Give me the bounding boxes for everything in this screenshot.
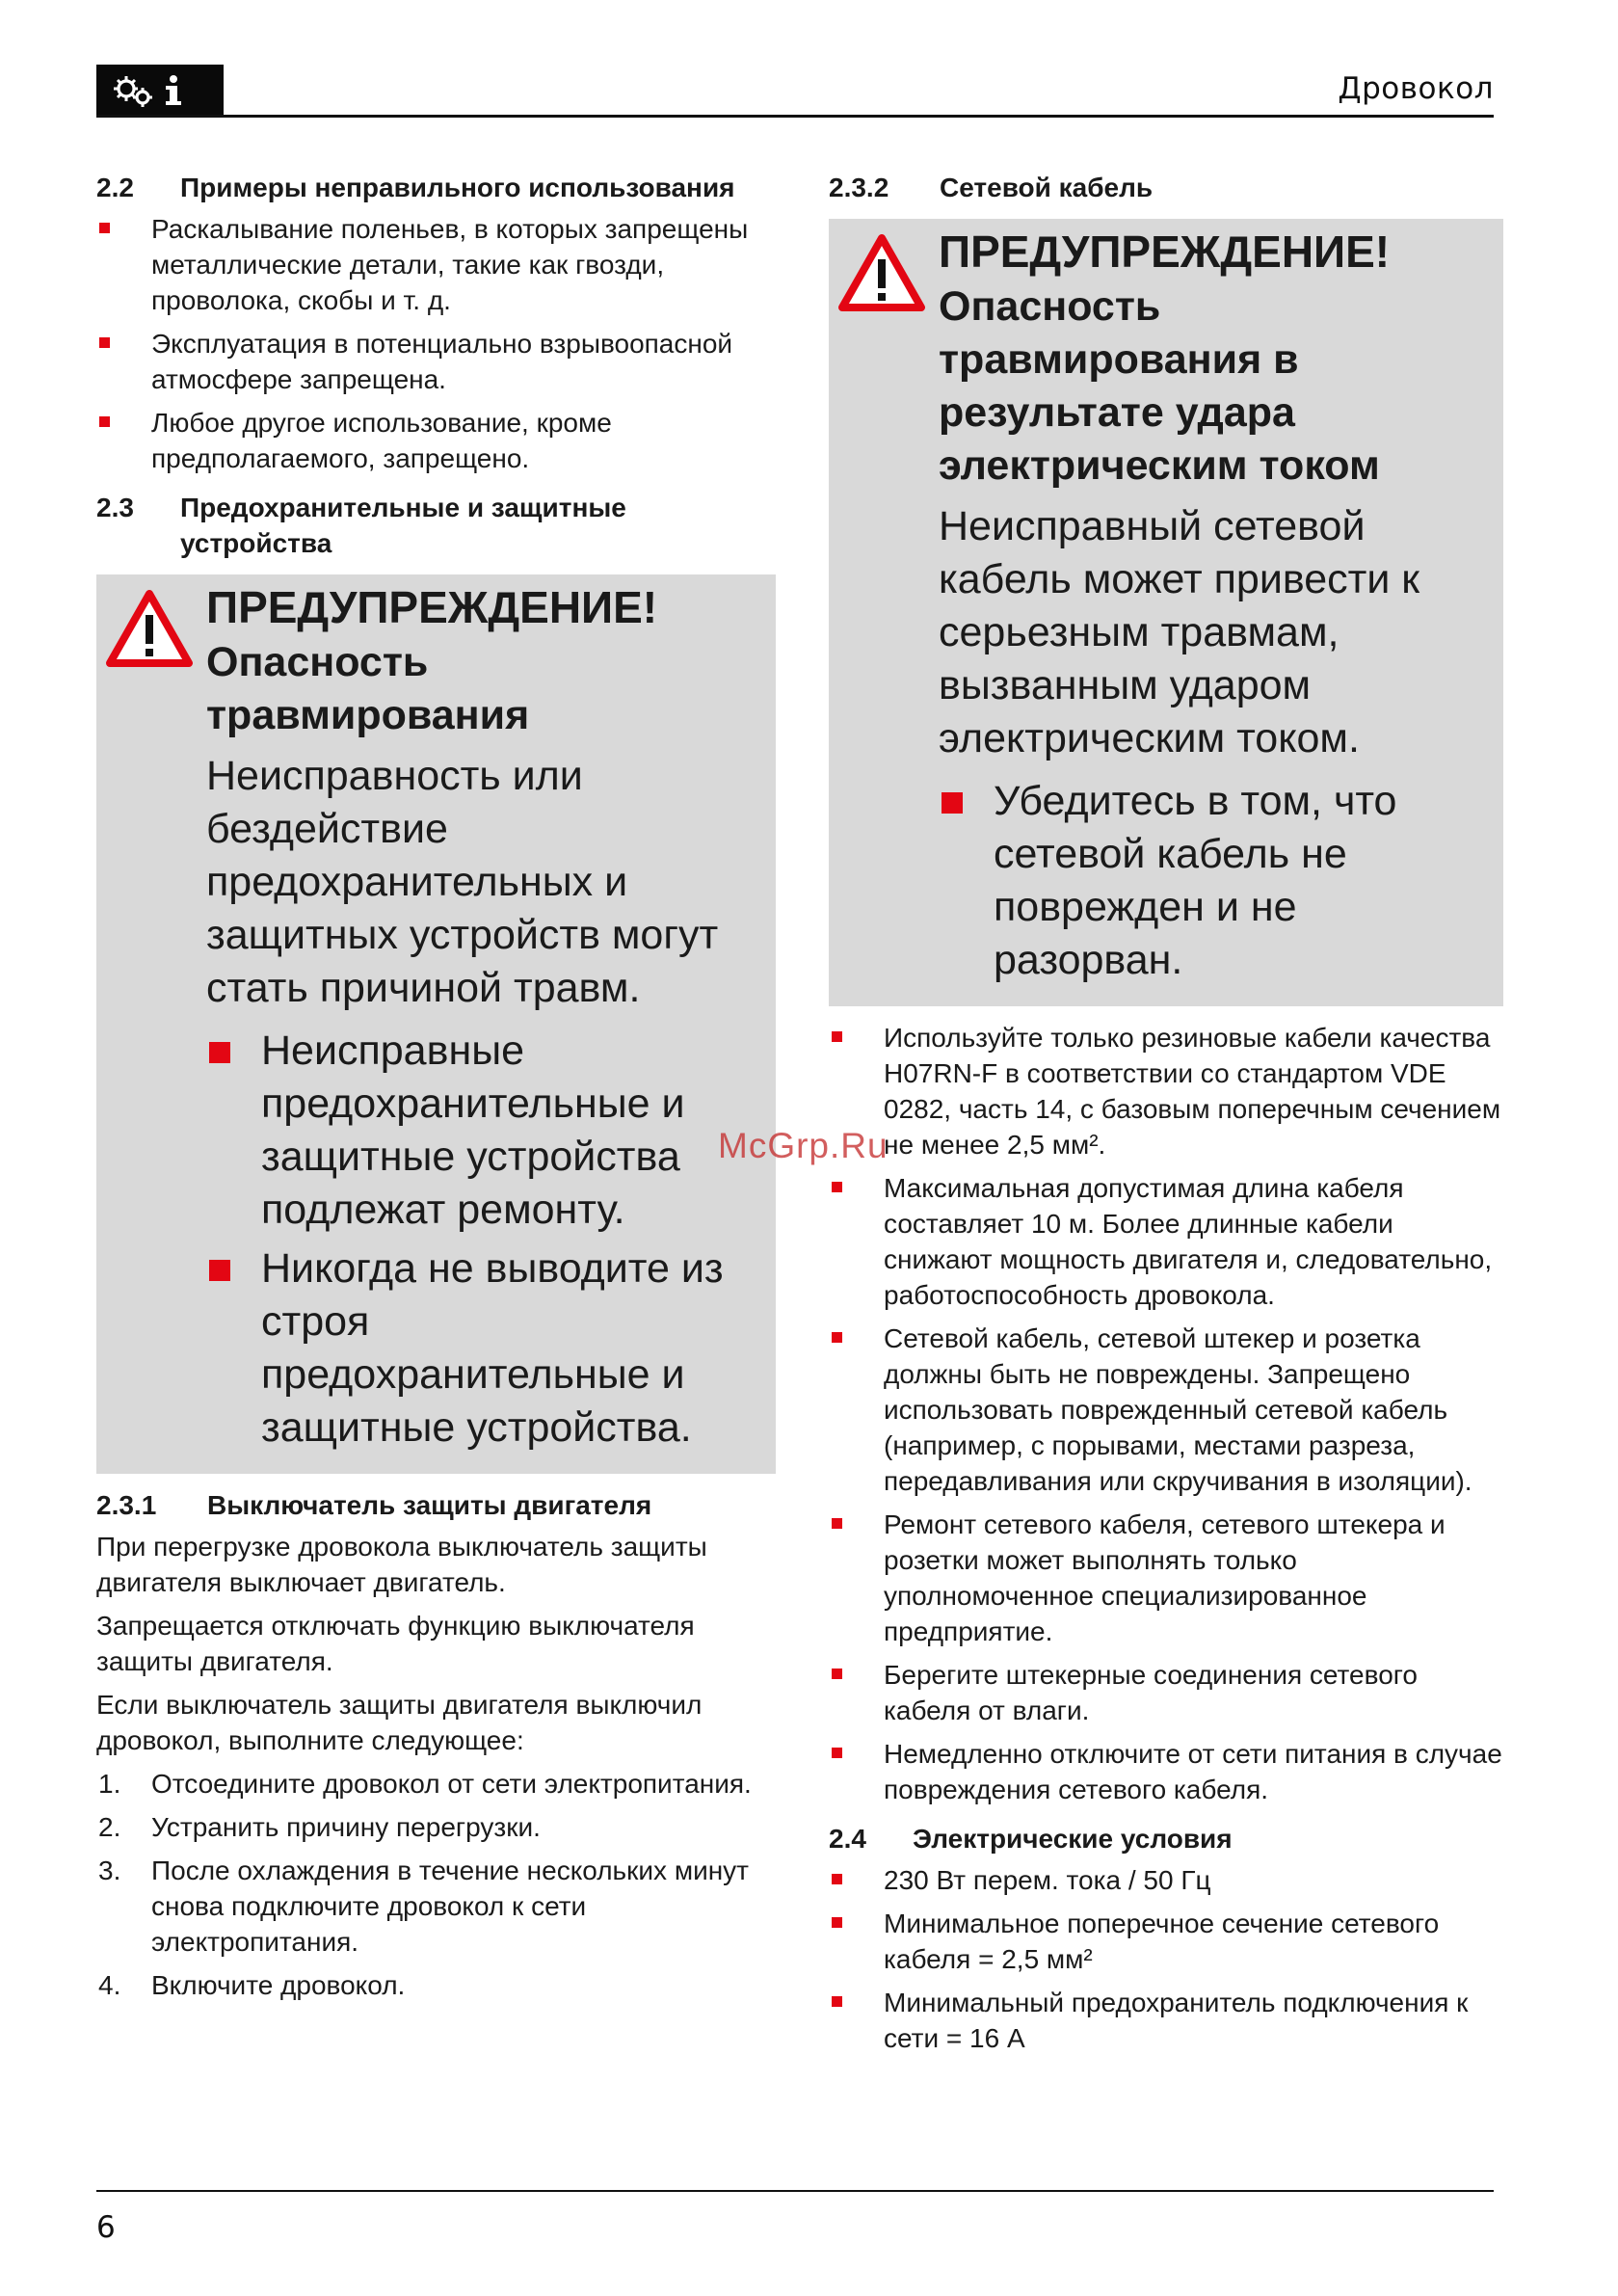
step-item (96, 1853, 776, 1960)
list-item (829, 1736, 1503, 1807)
list-item (829, 1020, 1503, 1162)
bullet-square-icon (99, 223, 110, 233)
warning-text: Неисправный сетевой кабель может привести к серьезным травмам, вызванным ударом электрическим током. (939, 503, 1420, 761)
list-item-text: Любое другое использование, кроме предполагаемого, запрещено. (151, 408, 612, 473)
list-item-text: Ремонт сетевого кабеля, сетевого штекера и розетки может выполнять только уполномоченное специализированное предприятие. (884, 1509, 1446, 1646)
bullet-square-icon (209, 1260, 230, 1281)
paragraph: Запрещается отключать функцию выключателя защиты двигателя. (96, 1611, 695, 1676)
bullet-square-icon (832, 1031, 842, 1042)
list-item (829, 1906, 1503, 1977)
page-number: 6 (96, 2210, 116, 2245)
section-heading-2-3-1 (96, 1487, 776, 1523)
step-text: Включите дровокол. (151, 1970, 406, 2000)
bullet-square-icon (942, 792, 963, 814)
right-column (829, 170, 1503, 2069)
step-item (96, 1766, 776, 1802)
step-number: 2. (98, 1812, 121, 1842)
warning-list-item-text: Неисправные предохранительные и защитные устройства подлежат ремонту. (261, 1028, 685, 1233)
list-item (829, 1321, 1503, 1499)
list-item (96, 326, 776, 397)
warning-list-item (939, 775, 1484, 987)
bullet-square-icon (832, 1996, 842, 2007)
list-item-text: Минимальное поперечное сечение сетевого кабеля = 2,5 мм² (884, 1909, 1440, 1974)
step-item (96, 1809, 776, 1845)
bullet-square-icon (832, 1748, 842, 1758)
section-title: Сетевой кабель (940, 173, 1154, 202)
electrical-conditions-list (829, 1862, 1503, 2056)
bullet-square-icon (99, 416, 110, 427)
section-number: 2.3 (96, 493, 134, 522)
warning-box-power-cable (829, 219, 1503, 1006)
step-number: 3. (98, 1855, 121, 1885)
section-number: 2.4 (829, 1824, 866, 1854)
section-heading-2-4 (829, 1821, 1503, 1856)
bullet-square-icon (832, 1332, 842, 1343)
list-item (829, 1507, 1503, 1649)
list-item (829, 1170, 1503, 1313)
left-column (96, 170, 776, 2011)
step-number: 1. (98, 1769, 121, 1799)
bullet-square-icon (832, 1874, 842, 1884)
step-text: После охлаждения в течение нескольких минут снова подключите дровокол к сети электропитания. (151, 1855, 749, 1957)
warning-list-item (206, 1242, 756, 1455)
bullet-square-icon (832, 1669, 842, 1679)
footer-divider (96, 2190, 1494, 2192)
section-heading-2-2 (96, 170, 776, 205)
warning-triangle-icon (836, 232, 927, 313)
section-title: Примеры неправильного использования (180, 173, 735, 202)
header-title: Дровокол (1338, 71, 1494, 106)
section-heading-2-3 (96, 490, 776, 561)
bullet-square-icon (99, 337, 110, 348)
section-number: 2.2 (96, 173, 134, 202)
list-item (96, 405, 776, 476)
warning-subtitle: Опасность травмирования в результате удара электрическим током (939, 283, 1380, 489)
list-item (829, 1985, 1503, 2056)
list-item-text: Раскалывание поленьев, в которых запрещены металлические детали, такие как гвозди, проволока, скобы и т. д. (151, 214, 749, 315)
bullet-square-icon (832, 1182, 842, 1192)
header-divider (96, 115, 1494, 118)
warning-triangle-icon (104, 588, 195, 669)
list-item-text: Минимальный предохранитель подключения к сети = 16 А (884, 1988, 1469, 2053)
step-text: Отсоедините дровокол от сети электропитания. (151, 1769, 752, 1799)
warning-subtitle: Опасность травмирования (206, 639, 530, 738)
bullet-square-icon (209, 1042, 230, 1063)
warning-title: ПРЕДУПРЕЖДЕНИЕ! (939, 227, 1391, 277)
list-item (96, 211, 776, 318)
list-item-text: Максимальная допустимая длина кабеля составляет 10 м. Более длинные кабели снижают мощность двигателя и, следовательно, работоспособность дровокола. (884, 1173, 1493, 1310)
list-item-text: Сетевой кабель, сетевой штекер и розетка должны быть не повреждены. Запрещено использовать поврежденный сетевой кабель (например, с порывами, местами разреза, передавливания или скручивания в изоляции). (884, 1323, 1472, 1496)
gears-info-icon (112, 72, 208, 109)
list-item-text: 230 Вт перем. тока / 50 Гц (884, 1865, 1211, 1895)
list-item (829, 1862, 1503, 1898)
warning-list-item (206, 1025, 756, 1237)
warning-list (939, 775, 1484, 987)
section-number: 2.3.1 (96, 1490, 157, 1520)
warning-list-item-text: Убедитесь в том, что сетевой кабель не поврежден и не разорван. (994, 778, 1397, 983)
watermark: McGrp.Ru (718, 1126, 889, 1165)
warning-title: ПРЕДУПРЕЖДЕНИЕ! (206, 582, 658, 632)
step-text: Устранить причину перегрузки. (151, 1812, 541, 1842)
step-number: 4. (98, 1970, 121, 2000)
warning-box-safety-devices (96, 574, 776, 1474)
section-number: 2.3.2 (829, 173, 889, 202)
section-heading-2-3-2 (829, 170, 1503, 205)
list-item-text: Немедленно отключите от сети питания в случае повреждения сетевого кабеля. (884, 1739, 1502, 1804)
warning-list-item-text: Никогда не выводите из строя предохранительные и защитные устройства. (261, 1245, 724, 1451)
header-logo-block (96, 65, 224, 117)
cable-requirements-list (829, 1020, 1503, 1807)
paragraph: Если выключатель защиты двигателя выключил дровокол, выполните следующее: (96, 1690, 703, 1755)
list-item-text: Берегите штекерные соединения сетевого кабеля от влаги. (884, 1660, 1418, 1725)
warning-text: Неисправность или бездействие предохранительных и защитных устройств могут стать причиной травм. (206, 753, 719, 1011)
warning-list (206, 1025, 756, 1455)
list-item (829, 1657, 1503, 1728)
section-title: Электрические условия (913, 1824, 1233, 1854)
section-title: Предохранительные и защитные устройства (180, 493, 626, 558)
bullet-square-icon (832, 1917, 842, 1928)
bullet-square-icon (832, 1518, 842, 1529)
misuse-list (96, 211, 776, 476)
paragraph: При перегрузке дровокола выключатель защиты двигателя выключает двигатель. (96, 1532, 707, 1597)
step-item (96, 1967, 776, 2003)
steps-list (96, 1766, 776, 2003)
list-item-text: Эксплуатация в потенциально взрывоопасной атмосфере запрещена. (151, 329, 733, 394)
section-title: Выключатель защиты двигателя (207, 1490, 652, 1520)
list-item-text: Используйте только резиновые кабели качества H07RN-F в соответствии со стандартом VDE 0282, часть 14, с базовым поперечным сечением не менее 2,5 мм². (884, 1023, 1501, 1160)
